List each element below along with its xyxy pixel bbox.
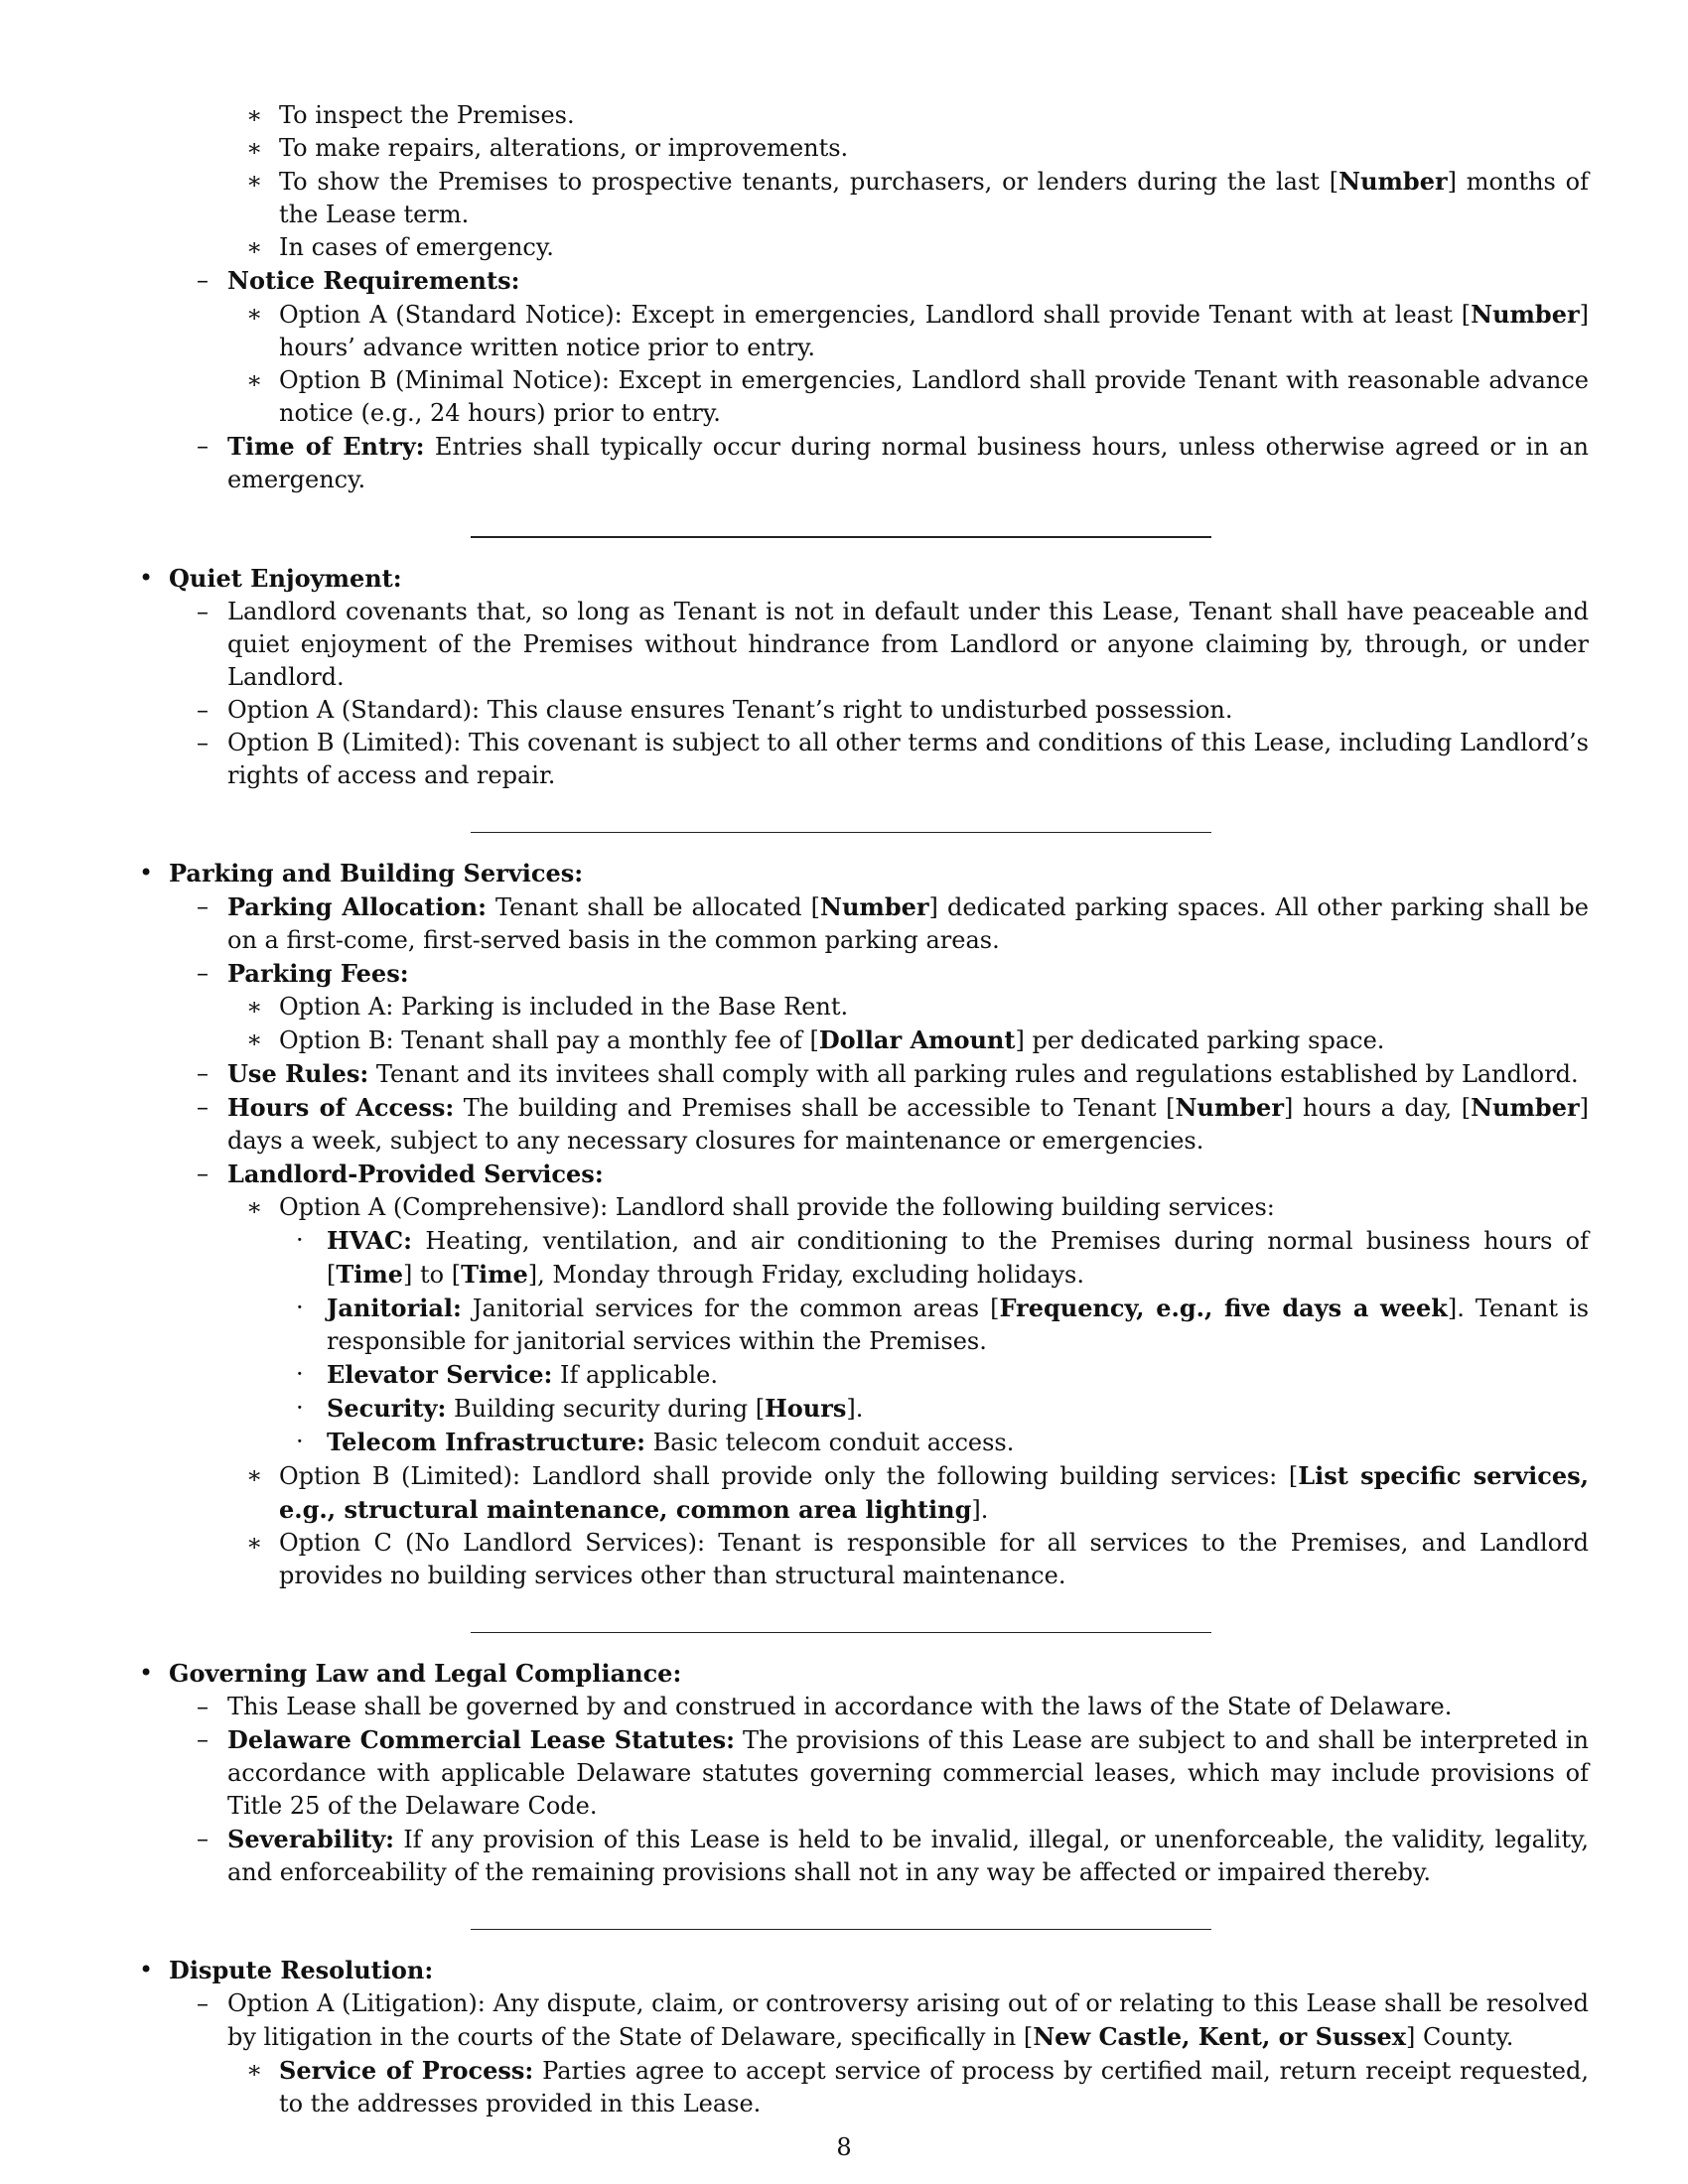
notice-options [139, 298, 1589, 430]
quiet-enjoyment-section [139, 562, 1589, 792]
list-item: · HVAC: Heating, ventilation, and air conditioning to the Premises during normal business hours of [Time] to [Time], Monday through Friday, excluding holidays. [296, 1226, 1589, 1289]
list-item: · Telecom Infrastructure: Basic telecom conduit access. [296, 1428, 1015, 1456]
list-item: ∗ Option B (Minimal Notice): Except in emergencies, Landlord shall provide Tenant with reasonable advance notice (e.g., 24 hours) prior to entry. [246, 366, 1589, 427]
list-item: ∗ Option B (Limited): Landlord shall provide only the following building services: [List specific services, e.g., structural maintenance, common area lighting]. [246, 1461, 1589, 1524]
time-of-entry: – Time of Entry: Entries shall typically occur during normal business hours, unless otherwise agreed or in an emergency. [197, 432, 1589, 493]
list-item: – Option A (Litigation): Any dispute, claim, or controversy arising out of or relating to this Lease shall be resolved by litigation in the courts of the State of Delaware, specifically in [New Castle, Kent, or Sussex] County. ∗ Service of Process: Parties agree to accept service of process by certified mail, return receipt requested, to the addresses provided in this Lease. [139, 1987, 1589, 2120]
list-item: ∗ In cases of emergency. [246, 233, 554, 261]
governing-law-list [139, 1691, 1589, 1889]
dispute-sublist [139, 2054, 1589, 2120]
section-divider [471, 1929, 1211, 1930]
section-divider [471, 1632, 1211, 1633]
list-item: – This Lease shall be governed by and construed in accordance with the laws of the State of Delaware. [197, 1693, 1453, 1720]
parking-allocation: – Parking Allocation: Tenant shall be allocated [Number] dedicated parking spaces. All other parking shall be on a first-come, first-served basis in the common parking areas. [197, 892, 1589, 954]
list-item: ∗ Service of Process: Parties agree to accept service of process by certified mail, return receipt requested, to the addresses provided in this Lease. [246, 2056, 1589, 2117]
list-item: ∗ To inspect the Premises. [246, 101, 575, 129]
parking-fees: – Parking Fees: ∗ Option A: Parking is included in the Base Rent. ∗ Option B: Tenant shall pay a monthly fee of [Dollar Amount] per dedicated parking space. [139, 957, 1589, 1057]
list-item: ∗ Option C (No Landlord Services): Tenant is responsible for all services to the Premises, and Landlord provides no building services other than structural maintenance. [246, 1529, 1589, 1589]
hours-of-access: – Hours of Access: The building and Premises shall be accessible to Tenant [Number] hours a day, [Number] days a week, subject to any necessary closures for maintenance or emergencies. [197, 1093, 1589, 1155]
parking-fee-options [139, 991, 1589, 1057]
section-divider [471, 832, 1211, 833]
list-item: ∗ To show the Premises to prospective tenants, purchasers, or lenders during the last [Number] months of the Lease term. [246, 167, 1590, 228]
dispute-resolution-section [139, 1954, 1589, 2120]
page-content [139, 99, 1589, 2120]
service-options [139, 1191, 1589, 1592]
list-item: ∗ To make repairs, alterations, or improvements. [246, 134, 849, 162]
section-item: • Governing Law and Legal Compliance: – This Lease shall be governed by and construed in accordance with the laws of the State of Delaware. – Delaware Commercial Lease Statutes: The provisions of this Lease are subject to and shall be interpreted in accordance with applicable Delaware statutes governing commercial leases, which may include provisions of Title 25 of the Delaware Code. – Severability: If any provision of this Lease is held to be invalid, illegal, or unenforceable, the validity, legality, and enforceability of the remaining provisions shall not in any way be affected or impaired thereby. [139, 1657, 1589, 1889]
section-item: • Parking and Building Services: – Parking Allocation: Tenant shall be allocated [Number] dedicated parking spaces. All other parking shall be on a first-come, first-served basis in the common parking areas. – Parking Fees: ∗ Option A: Parking is included in the Base Rent. ∗ Option B: Tenant shall pay a monthly fee of [Dollar Amount] per dedicated parking space. – Use Rules: Tenant and its invitees shall comply with all parking rules and regulations established by Landlord. – Hours of Access: The building and Premises shall be accessible to Tenant [Number] hours a day, [Number] days a week, subject to any necessary closures for maintenance or emergencies. – Landlord-Provided Services: ∗ Option A (Comprehensive): Landlord shall provide the following building services: · HVAC: Heating, ventilation, and air conditioning to the Premises during normal business hours of [Time] to [Time], Monday through Friday, excluding holidays. · Janitorial: Janitorial services for the common areas [Frequency, e.g., five days a week]. Tenant is responsible for janitorial services within the Premises. · Elevator Service: If applicable. · Security: Building security during [Hours]. · Telecom Infrastructure: Basic telecom conduit access. ∗ Option B (Limited): Landlord shall provide only the following building services: [List specific services, e.g., structural maintenance, common area lighting]. ∗ Option C (No Landlord Services): Tenant is responsible for all services to the Premises, and Landlord provides no building services other than structural maintenance. [139, 857, 1589, 1592]
section-title: Governing Law and Legal Compliance: [169, 1659, 682, 1688]
service-sublist [139, 1224, 1589, 1459]
governing-law-section [139, 1657, 1589, 1889]
list-item: · Security: Building security during [Hours]. [296, 1394, 864, 1423]
list-item: ∗ Option A (Standard Notice): Except in emergencies, Landlord shall provide Tenant with at least [Number] hours’ advance written notice prior to entry. [246, 300, 1589, 361]
parking-list [139, 890, 1589, 1592]
landlord-services: – Landlord-Provided Services: ∗ Option A (Comprehensive): Landlord shall provide the following building services: · HVAC: Heating, ventilation, and air conditioning to the Premises during normal business hours of [Time] to [Time], Monday through Friday, excluding holidays. · Janitorial: Janitorial services for the common areas [Frequency, e.g., five days a week]. Tenant is responsible for janitorial services within the Premises. · Elevator Service: If applicable. · Security: Building security during [Hours]. · Telecom Infrastructure: Basic telecom conduit access. ∗ Option B (Limited): Landlord shall provide only the following building services: [List specific services, e.g., structural maintenance, common area lighting]. ∗ Option C (No Landlord Services): Tenant is responsible for all services to the Premises, and Landlord provides no building services other than structural maintenance. [139, 1158, 1589, 1592]
parking-section [139, 857, 1589, 1592]
list-item: ∗ Option A (Comprehensive): Landlord shall provide the following building services: · HVAC: Heating, ventilation, and air conditioning to the Premises during normal business hours of [Time] to [Time], Monday through Friday, excluding holidays. · Janitorial: Janitorial services for the common areas [Frequency, e.g., five days a week]. Tenant is responsible for janitorial services within the Premises. · Elevator Service: If applicable. · Security: Building security during [Hours]. · Telecom Infrastructure: Basic telecom conduit access. [139, 1191, 1589, 1459]
section-title: Parking and Building Services: [169, 859, 584, 887]
section-item: • Quiet Enjoyment: – Landlord covenants that, so long as Tenant is not in default under this Lease, Tenant shall have peaceable and quiet enjoyment of the Premises without hindrance from Landlord or anyone claiming by, through, or under Landlord. – Option A (Standard): This clause ensures Tenant’s right to undisturbed possession. – Option B (Limited): This covenant is subject to all other terms and conditions of this Lease, including Landlord’s rights of access and repair. [139, 562, 1589, 792]
dispute-list [139, 1987, 1589, 2120]
quiet-enjoyment-list [139, 596, 1589, 792]
section-item: • Dispute Resolution: – Option A (Litigation): Any dispute, claim, or controversy arising out of or relating to this Lease shall be resolved by litigation in the courts of the State of Delaware, specifically in [New Castle, Kent, or Sussex] County. ∗ Service of Process: Parties agree to accept service of process by certified mail, return receipt requested, to the addresses provided in this Lease. [139, 1954, 1589, 2120]
list-item: – Landlord covenants that, so long as Tenant is not in default under this Lease, Tenant shall have peaceable and quiet enjoyment of the Premises without hindrance from Landlord or anyone claiming by, through, or under Landlord. [197, 598, 1589, 691]
notice-requirements: – Notice Requirements: ∗ Option A (Standard Notice): Except in emergencies, Landlord shall provide Tenant with at least [Number] hours’ advance written notice prior to entry. ∗ Option B (Minimal Notice): Except in emergencies, Landlord shall provide Tenant with reasonable advance notice (e.g., 24 hours) prior to entry. [139, 264, 1589, 430]
list-item: – Option B (Limited): This covenant is subject to all other terms and conditions of this Lease, including Landlord’s rights of access and repair. [197, 729, 1589, 789]
list-item: – Option A (Standard): This clause ensures Tenant’s right to undisturbed possession. [197, 696, 1233, 724]
list-item: · Janitorial: Janitorial services for the common areas [Frequency, e.g., five days a week]. Tenant is responsible for janitorial services within the Premises. [296, 1294, 1590, 1355]
entry-purposes-list [139, 99, 1589, 264]
section-divider [471, 536, 1211, 538]
section-title: Quiet Enjoyment: [169, 564, 402, 593]
list-item: ∗ Option A: Parking is included in the Base Rent. [246, 993, 849, 1021]
page-number: 8 [836, 2133, 852, 2161]
use-rules: – Use Rules: Tenant and its invitees shall comply with all parking rules and regulations established by Landlord. [197, 1059, 1579, 1088]
section-title: Dispute Resolution: [169, 1956, 434, 1984]
entry-subsection-list [139, 264, 1589, 496]
list-item: · Elevator Service: If applicable. [296, 1360, 718, 1389]
list-item: – Severability: If any provision of this Lease is held to be invalid, illegal, or unenforceable, the validity, legality, and enforceability of the remaining provisions shall not in any way be affected or impaired thereby. [197, 1825, 1589, 1886]
list-item: ∗ Option B: Tenant shall pay a monthly fee of [Dollar Amount] per dedicated parking space. [246, 1025, 1385, 1054]
list-item: – Delaware Commercial Lease Statutes: The provisions of this Lease are subject to and shall be interpreted in accordance with applicable Delaware statutes governing commercial leases, which may include provisions of Title 25 of the Delaware Code. [197, 1725, 1589, 1820]
